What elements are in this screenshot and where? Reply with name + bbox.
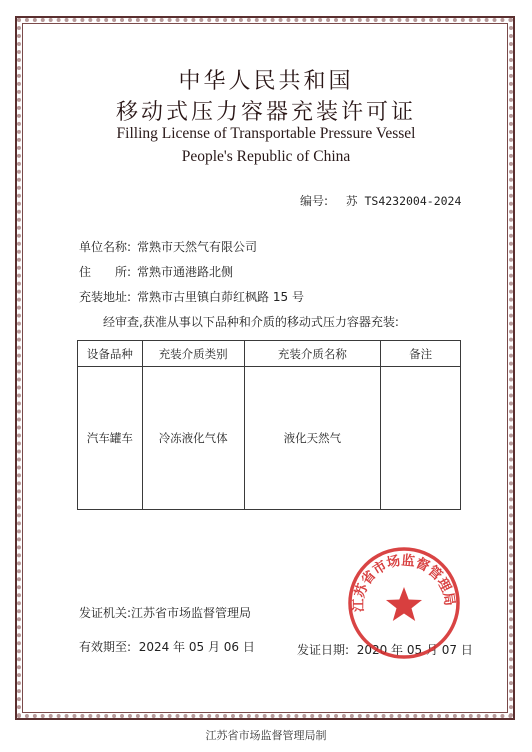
official-seal	[346, 545, 462, 661]
validity-value: 2024 年 05 月 06 日	[138, 640, 255, 654]
cell-medium-name: 液化天然气	[244, 367, 381, 510]
header-medium-category: 充装介质类别	[142, 341, 244, 367]
unit-name-label: 单位名称:	[79, 240, 132, 254]
filling-site-row	[79, 288, 304, 305]
title-english-line2: People's Republic of China	[181, 148, 351, 165]
header-medium-name: 充装介质名称	[244, 341, 381, 367]
address-value: 常熟市通港路北侧	[137, 265, 234, 279]
issue-date-label: 发证日期:	[297, 643, 350, 657]
serial-value: 苏 TS4232004-2024	[346, 194, 462, 208]
validity-date	[79, 638, 255, 655]
unit-name-row	[79, 238, 257, 255]
address-row	[79, 263, 233, 280]
footer-printer: 江苏省市场监督管理局制	[205, 729, 327, 742]
seal-star-icon	[386, 587, 422, 621]
unit-name-value: 常熟市天然气有限公司	[137, 240, 258, 254]
title-license: 移动式压力容器充装许可证	[115, 100, 416, 125]
approval-statement: 经审查,获准从事以下品种和介质的移动式压力容器充装:	[103, 315, 399, 329]
table-header-row	[78, 341, 461, 367]
filling-site-value: 常熟市古里镇白茆红枫路 15 号	[137, 290, 304, 304]
license-table	[77, 340, 461, 510]
title-country: 中华人民共和国	[178, 69, 354, 94]
issuing-authority	[79, 604, 251, 621]
issue-date-value: 2020 年 05 月 07 日	[356, 643, 473, 657]
header-equipment-type: 设备品种	[78, 341, 143, 367]
validity-label: 有效期至:	[79, 640, 132, 654]
serial-number	[300, 192, 461, 209]
table-row	[78, 367, 461, 510]
seal-text: 江苏省市场监督管理局	[350, 552, 458, 613]
cell-medium-category: 冷冻液化气体	[142, 367, 244, 510]
cell-equipment-type: 汽车罐车	[78, 367, 143, 510]
issuer-label: 发证机关:	[79, 606, 132, 620]
address-label: 住 所:	[79, 265, 132, 279]
cell-remarks	[381, 367, 461, 510]
serial-label: 编号:	[300, 194, 329, 208]
filling-site-label: 充装地址:	[79, 290, 132, 304]
header-remarks: 备注	[381, 341, 461, 367]
issuer-value: 江苏省市场监督管理局	[131, 606, 252, 620]
title-english-line1: Filling License of Transportable Pressure Vessel	[116, 125, 416, 142]
